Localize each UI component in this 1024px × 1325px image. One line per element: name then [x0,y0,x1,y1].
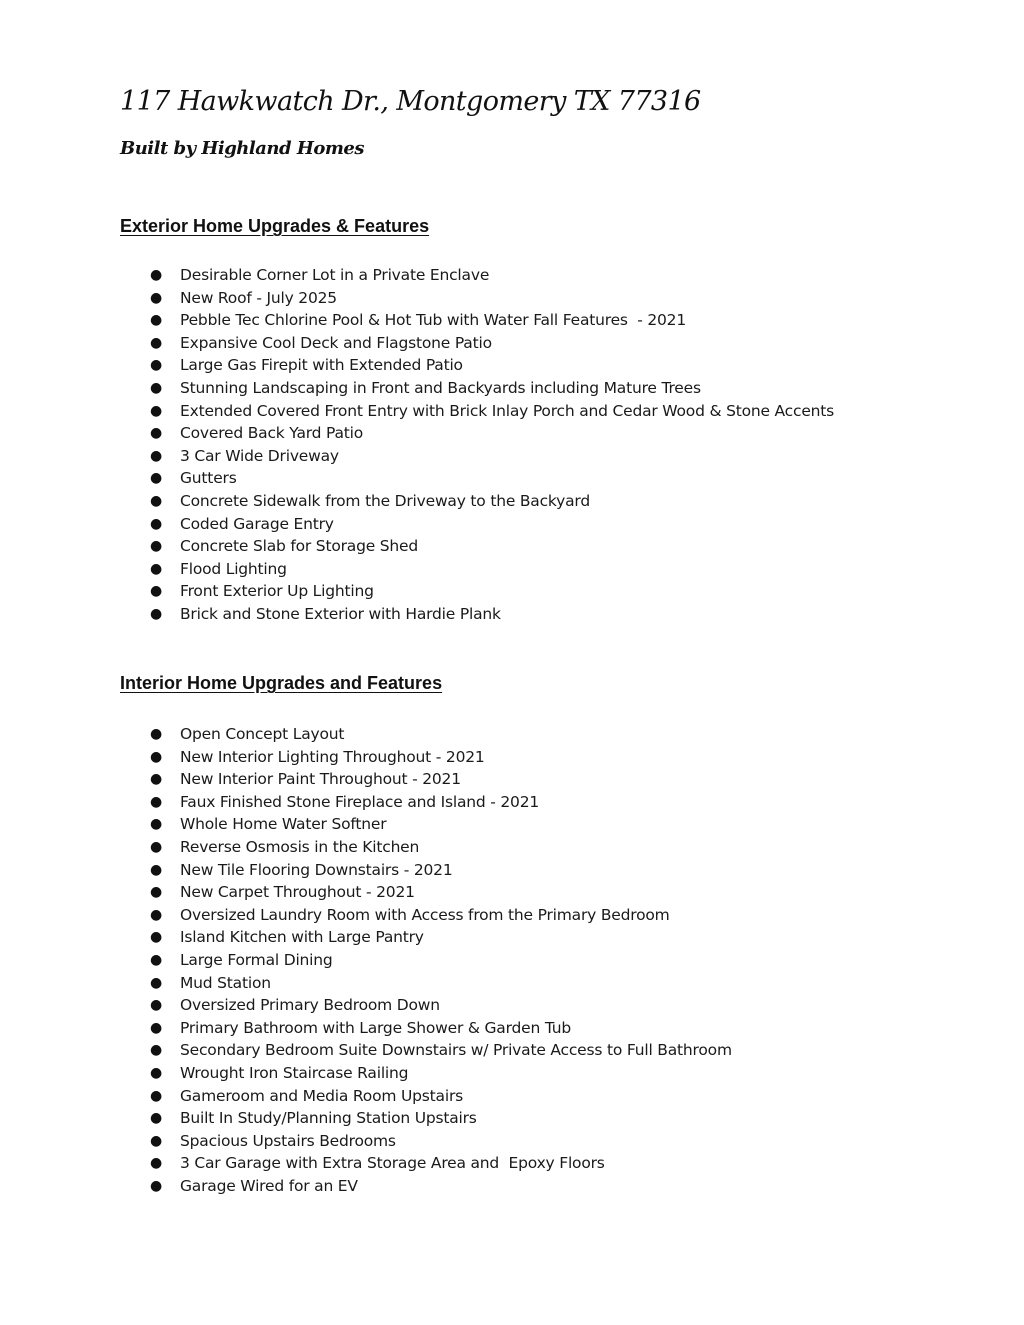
bullet-icon: ● [150,816,163,833]
list-item-text: Gutters [180,469,237,488]
interior-features-list [150,723,970,1197]
list-item-text: 3 Car Garage with Extra Storage Area and Epoxy Floors [180,1154,605,1173]
list-item [150,445,970,468]
bullet-icon: ● [150,447,163,464]
bullet-icon: ● [150,793,163,810]
bullet-icon: ● [150,357,163,374]
exterior-section-heading: Exterior Home Upgrades & Features [120,216,430,236]
list-item [150,768,970,791]
bullet-icon: ● [150,951,163,968]
bullet-icon: ● [150,1087,163,1104]
bullet-icon: ● [150,470,163,487]
bullet-icon: ● [150,861,163,878]
list-item-text: Primary Bathroom with Large Shower & Garden Tub [180,1018,572,1037]
list-item-text: Faux Finished Stone Fireplace and Island - 2021 [180,792,540,811]
list-item-text: Coded Garage Entry [180,514,334,533]
list-item-text: Expansive Cool Deck and Flagstone Patio [180,333,492,352]
bullet-icon: ● [150,726,163,742]
list-item-text: Covered Back Yard Patio [180,424,364,443]
list-item [150,791,970,814]
list-item [150,603,970,626]
bullet-icon: ● [150,560,163,577]
list-item [150,467,970,490]
list-item [150,490,970,513]
list-item-text: Oversized Primary Bedroom Down [180,996,440,1015]
list-item [150,332,970,355]
list-item [150,972,970,995]
list-item [150,1039,970,1062]
bullet-icon: ● [150,492,163,509]
list-item-text: Brick and Stone Exterior with Hardie Plank [180,604,501,623]
list-item-text: Island Kitchen with Large Pantry [180,928,424,947]
list-item [150,746,970,769]
bullet-icon: ● [150,583,163,600]
bullet-icon: ● [150,312,163,329]
list-item-text: 3 Car Wide Driveway [180,446,339,465]
bullet-icon: ● [150,771,163,788]
list-item-text: New Roof - July 2025 [180,288,337,307]
exterior-features-list [150,264,970,626]
list-item-text: Extended Covered Front Entry with Brick Inlay Porch and Cedar Wood & Stone Accents [180,401,835,420]
list-item [150,859,970,882]
bullet-icon: ● [150,1155,163,1172]
list-item [150,1175,970,1198]
list-item [150,949,970,972]
list-item-text: Mud Station [180,973,271,992]
list-item-text: Reverse Osmosis in the Kitchen [180,837,420,856]
bullet-icon: ● [150,884,163,901]
list-item-text: Flood Lighting [180,559,287,578]
list-item [150,1062,970,1085]
bullet-icon: ● [150,605,163,622]
list-item-text: Front Exterior Up Lighting [180,582,374,601]
list-item [150,309,970,332]
list-item-text: Concrete Sidewalk from the Driveway to the Backyard [180,491,590,510]
list-item-text: Open Concept Layout [180,725,345,743]
bullet-icon: ● [150,929,163,946]
list-item [150,904,970,927]
list-item-text: Garage Wired for an EV [180,1176,358,1195]
bullet-icon: ● [150,1064,163,1081]
list-item [150,535,970,558]
list-item [150,1152,970,1175]
list-item [150,287,970,310]
list-item [150,926,970,949]
list-item-text: New Tile Flooring Downstairs - 2021 [180,860,453,879]
bullet-icon: ● [150,267,163,283]
list-item-text: New Interior Lighting Throughout - 2021 [180,747,485,766]
list-item [150,1085,970,1108]
list-item-text: Desirable Corner Lot in a Private Enclave [180,266,490,284]
interior-section-heading: Interior Home Upgrades and Features [120,673,443,693]
bullet-icon: ● [150,1132,163,1149]
list-item-text: Concrete Slab for Storage Shed [180,537,419,556]
list-item [150,836,970,859]
list-item [150,994,970,1017]
list-item [150,813,970,836]
document-title: 117 Hawkwatch Dr., Montgomery TX 77316 [120,86,701,117]
list-item-text: Whole Home Water Softner [180,815,387,834]
bullet-icon: ● [150,289,163,306]
bullet-icon: ● [150,1110,163,1127]
list-item [150,1130,970,1153]
list-item-text: Stunning Landscaping in Front and Backyards including Mature Trees [180,378,701,397]
bullet-icon: ● [150,334,163,351]
document-subtitle: Built by Highland Homes [120,138,364,159]
list-item-text: Wrought Iron Staircase Railing [180,1063,409,1082]
list-item [150,377,970,400]
list-item [150,422,970,445]
list-item [150,580,970,603]
bullet-icon: ● [150,425,163,442]
bullet-icon: ● [150,1019,163,1036]
list-item-text: Spacious Upstairs Bedrooms [180,1131,396,1150]
bullet-icon: ● [150,538,163,555]
list-item [150,400,970,423]
bullet-icon: ● [150,515,163,532]
bullet-icon: ● [150,1177,163,1194]
bullet-icon: ● [150,379,163,396]
bullet-icon: ● [150,748,163,765]
list-item [150,881,970,904]
list-item-text: Gameroom and Media Room Upstairs [180,1086,463,1105]
list-item [150,354,970,377]
bullet-icon: ● [150,838,163,855]
bullet-icon: ● [150,974,163,991]
list-item-text: Pebble Tec Chlorine Pool & Hot Tub with Water Fall Features - 2021 [180,311,687,330]
list-item [150,723,970,746]
list-item-text: Built In Study/Planning Station Upstairs [180,1109,477,1128]
list-item [150,513,970,536]
list-item [150,264,970,287]
list-item-text: Oversized Laundry Room with Access from the Primary Bedroom [180,905,670,924]
bullet-icon: ● [150,402,163,419]
bullet-icon: ● [150,1042,163,1059]
list-item-text: New Interior Paint Throughout - 2021 [180,770,461,789]
list-item-text: Secondary Bedroom Suite Downstairs w/ Private Access to Full Bathroom [180,1041,732,1060]
list-item [150,1017,970,1040]
list-item [150,558,970,581]
list-item-text: New Carpet Throughout - 2021 [180,883,415,902]
bullet-icon: ● [150,997,163,1014]
list-item-text: Large Formal Dining [180,950,333,969]
list-item [150,1107,970,1130]
list-item-text: Large Gas Firepit with Extended Patio [180,356,463,375]
bullet-icon: ● [150,906,163,923]
